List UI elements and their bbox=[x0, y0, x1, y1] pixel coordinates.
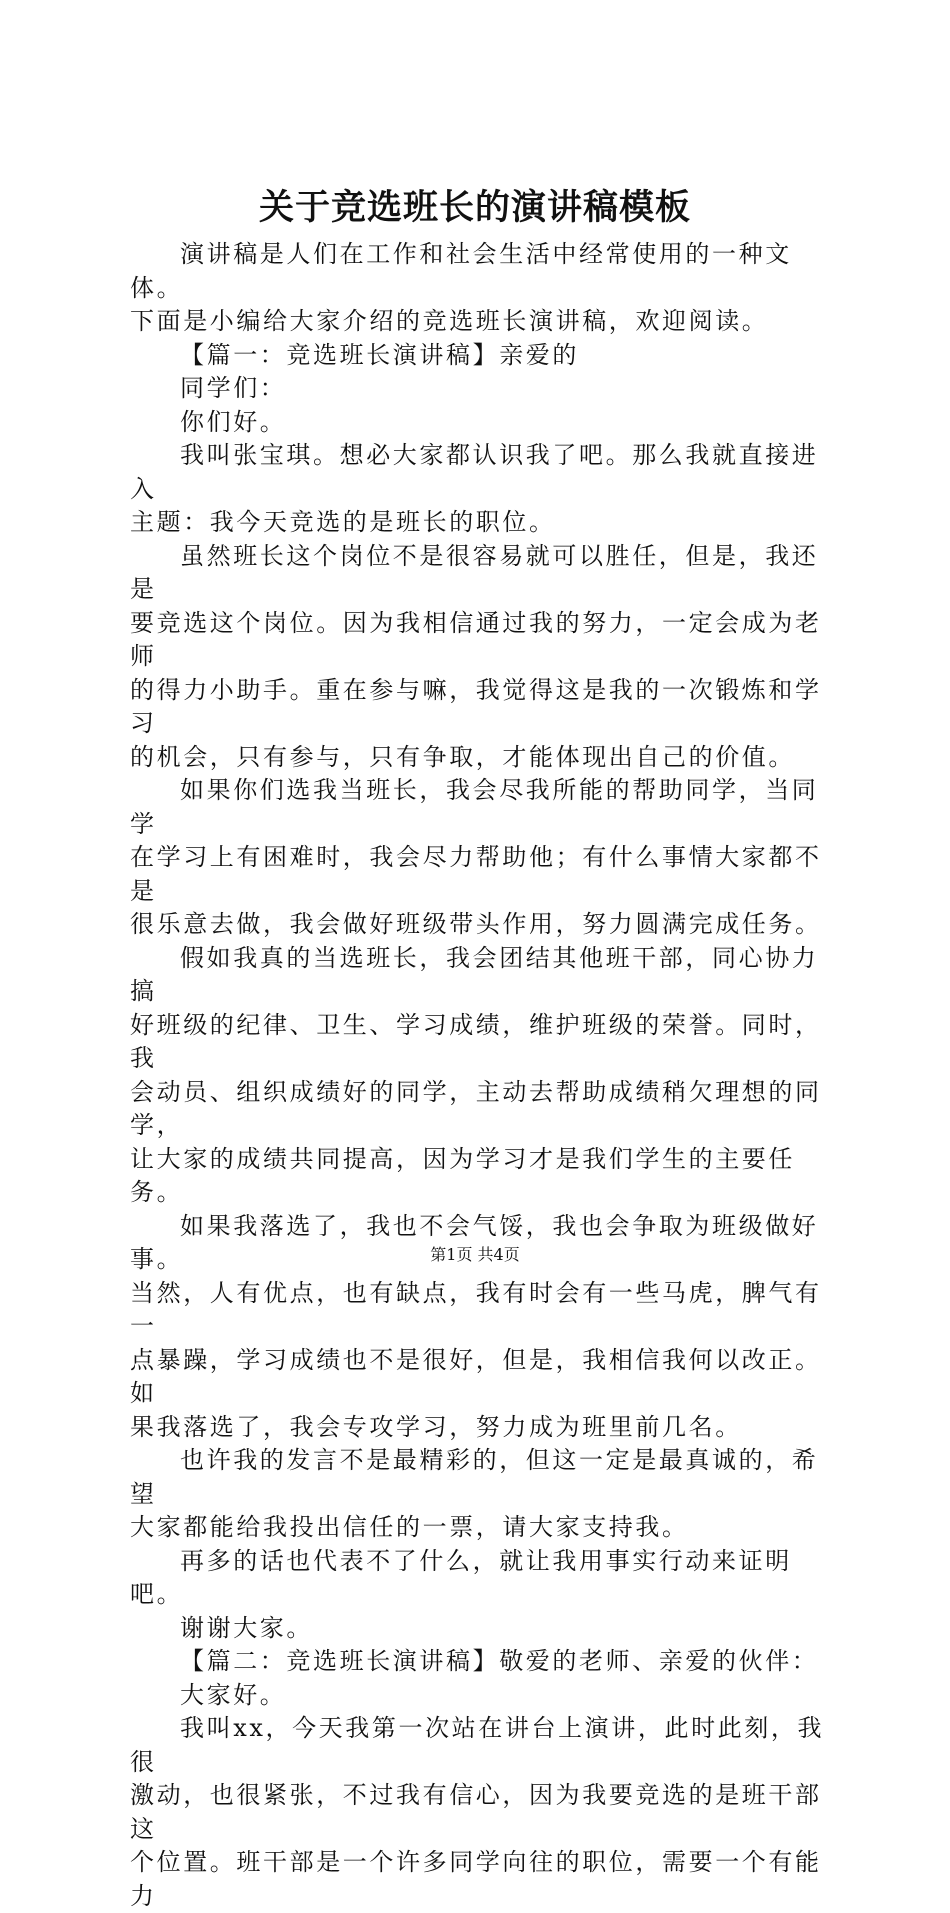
paragraph-greeting-classmates: 同学们： bbox=[180, 374, 287, 402]
paragraph-hello: 你们好。 bbox=[180, 407, 287, 436]
paragraph-hello-everyone: 大家好。 bbox=[180, 1680, 287, 1709]
paragraph-section-two-heading: 【篇二：竞选班长演讲稿】敬爱的老师、亲爱的伙伴： bbox=[180, 1647, 819, 1675]
paragraph-action: 再多的话也代表不了什么，就让我用事实行动来证明吧。 bbox=[130, 1546, 792, 1608]
document-body bbox=[130, 238, 832, 1913]
page-number-footer: 第1页 共4页 bbox=[430, 1245, 520, 1264]
paragraph-if-not-elected: 如果我落选了，我也不会气馁，我也会争取为班级做好事。 当然，人有优点，也有缺点，我有时会有一些马虎，脾气有一 点暴躁，学习成绩也不是很好，但是，我相信我何以改正。如 果我落选了，我会专攻学习，努力成为班里前几名。 bbox=[130, 1211, 822, 1441]
paragraph-sincerity: 也许我的发言不是最精彩的，但这一定是最真诚的，希望 大家都能给我投出信任的一票，请大家支持我。 bbox=[130, 1446, 819, 1541]
paragraph-reason: 虽然班长这个岗位不是很容易就可以胜任，但是，我还是 要竞选这个岗位。因为我相信通过我的努力，一定会成为老师 的得力小助手。重在参与嘛，我觉得这是我的一次锻炼和学习 的机会，只有参与，只有争取，才能体现出自己的价值。 bbox=[130, 541, 822, 771]
paragraph-section-two-intro: 我叫xx，今天我第一次站在讲台上演讲，此时此刻，我很 激动，也很紧张，不过我有信心，因为我要竞选的是班干部这 个位置。班干部是一个许多同学向往的职位，需要一个有能力 bbox=[130, 1714, 825, 1910]
paragraph-if-elected: 如果你们选我当班长，我会尽我所能的帮助同学，当同学 在学习上有困难时，我会尽力帮助他；有什么事情大家都不是 很乐意去做，我会做好班级带头作用，努力圆满完成任务。 bbox=[130, 776, 822, 938]
paragraph-section-one-heading: 【篇一：竞选班长演讲稿】亲爱的 bbox=[180, 340, 579, 369]
paragraph-self-introduction: 我叫张宝琪。想必大家都认识我了吧。那么我就直接进入 主题：我今天竞选的是班长的职位。 bbox=[130, 441, 819, 536]
paragraph-thanks: 谢谢大家。 bbox=[180, 1613, 313, 1642]
paragraph-intro: 演讲稿是人们在工作和社会生活中经常使用的一种文体。 下面是小编给大家介绍的竞选班长演讲稿，欢迎阅读。 bbox=[130, 240, 792, 335]
document-title: 关于竞选班长的演讲稿模板 bbox=[258, 187, 691, 228]
paragraph-plans: 假如我真的当选班长，我会团结其他班干部，同心协力搞 好班级的纪律、卫生、学习成绩，维护班级的荣誉。同时，我 会动员、组织成绩好的同学，主动去帮助成绩稍欠理想的同学， 让大家的成绩共同提高，因为学习才是我们学生的主要任务。 bbox=[130, 943, 822, 1206]
